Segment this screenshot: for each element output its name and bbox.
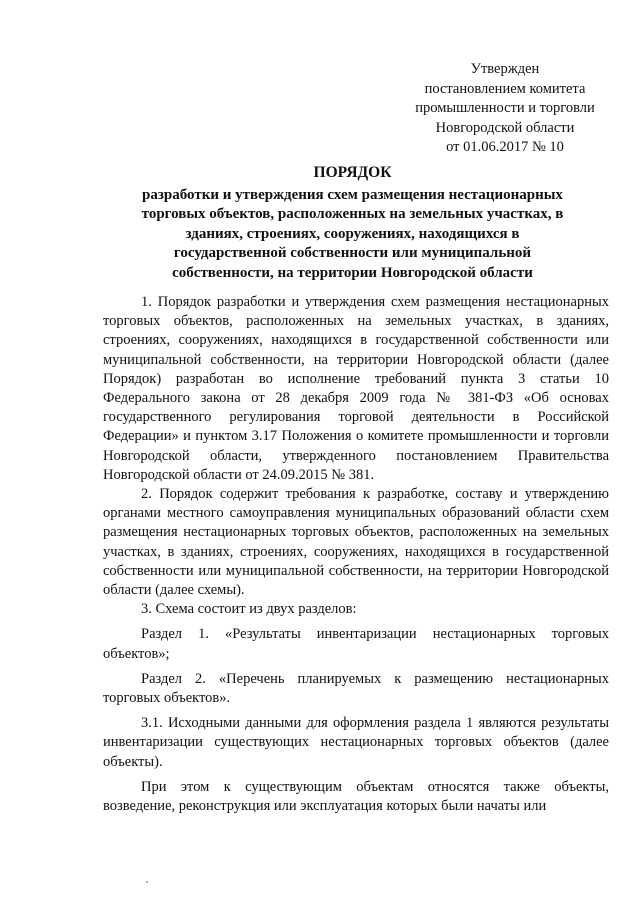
paragraph-2: 2. Порядок содержит требования к разработке, составу и утверждению органами местного самоуправления муниципальных образований области схем размещения нестационарных торговых объектов, расположенных на земельных участках, в зданиях, строениях, сооружениях, находящихся в государственной собственности или муниципальной собственности, на территории Новгородской области (далее схемы). xyxy=(103,486,609,599)
subtitle-line: разработки и утверждения схем размещения нестационарных xyxy=(142,186,563,203)
document-title xyxy=(100,163,605,283)
approval-date-line: от 01.06.2017 № 10 xyxy=(446,139,564,155)
subtitle-line: зданиях, строениях, сооружениях, находящихся в xyxy=(185,225,520,242)
approval-stamp xyxy=(395,60,615,158)
section-1-item: Раздел 1. «Результаты инвентаризации нестационарных торговых объектов»; xyxy=(103,626,609,662)
paragraph-3: 3. Схема состоит из двух разделов: xyxy=(141,601,357,618)
scan-speck xyxy=(146,881,148,883)
paragraph-1: 1. Порядок разработки и утверждения схем размещения нестационарных торговых объектов, расположенных на земельных участках, в зданиях, строениях, сооружениях, находящихся в государственной собственности или муниципальной собственности, на территории Новгородской области (далее Порядок) разработан во исполнение требований пункта 3 статьи 10 Федерального закона от 28 декабря 2009 года № 381-ФЗ «Об основах государственного регулирования торговой деятельности в Российской Федерации» и пунктом 3.17 Положения о комитете промышленности и торговли Новгородской области, утвержденного постановлением Правительства Новгородской области от 24.09.2015 № 381. xyxy=(103,294,609,483)
paragraph-3-1: 3.1. Исходными данными для оформления раздела 1 являются результаты инвентаризации существующих нестационарных торговых объектов (далее объекты). xyxy=(103,715,609,770)
approval-line: промышленности и торговли xyxy=(415,100,595,116)
approval-line: Новгородской области xyxy=(435,119,575,136)
title-heading: ПОРЯДОК xyxy=(313,164,392,181)
approval-line: постановлением комитета xyxy=(424,80,586,97)
section-2-item: Раздел 2. «Перечень планируемых к размещению нестационарных торговых объектов». xyxy=(103,670,609,707)
paragraph-existing-objects: При этом к существующим объектам относятся также объекты, возведение, реконструкция или эксплуатация которых были начаты или xyxy=(103,778,609,815)
subtitle-line: государственной собственности или муниципальной xyxy=(173,245,532,261)
title-subtitle xyxy=(100,186,605,284)
subtitle-line: собственности, на территории Новгородской области xyxy=(172,264,533,281)
document-body xyxy=(103,293,609,816)
approval-line: Утвержден xyxy=(470,61,540,77)
subtitle-line: торговых объектов, расположенных на земельных участках, в xyxy=(141,206,564,222)
